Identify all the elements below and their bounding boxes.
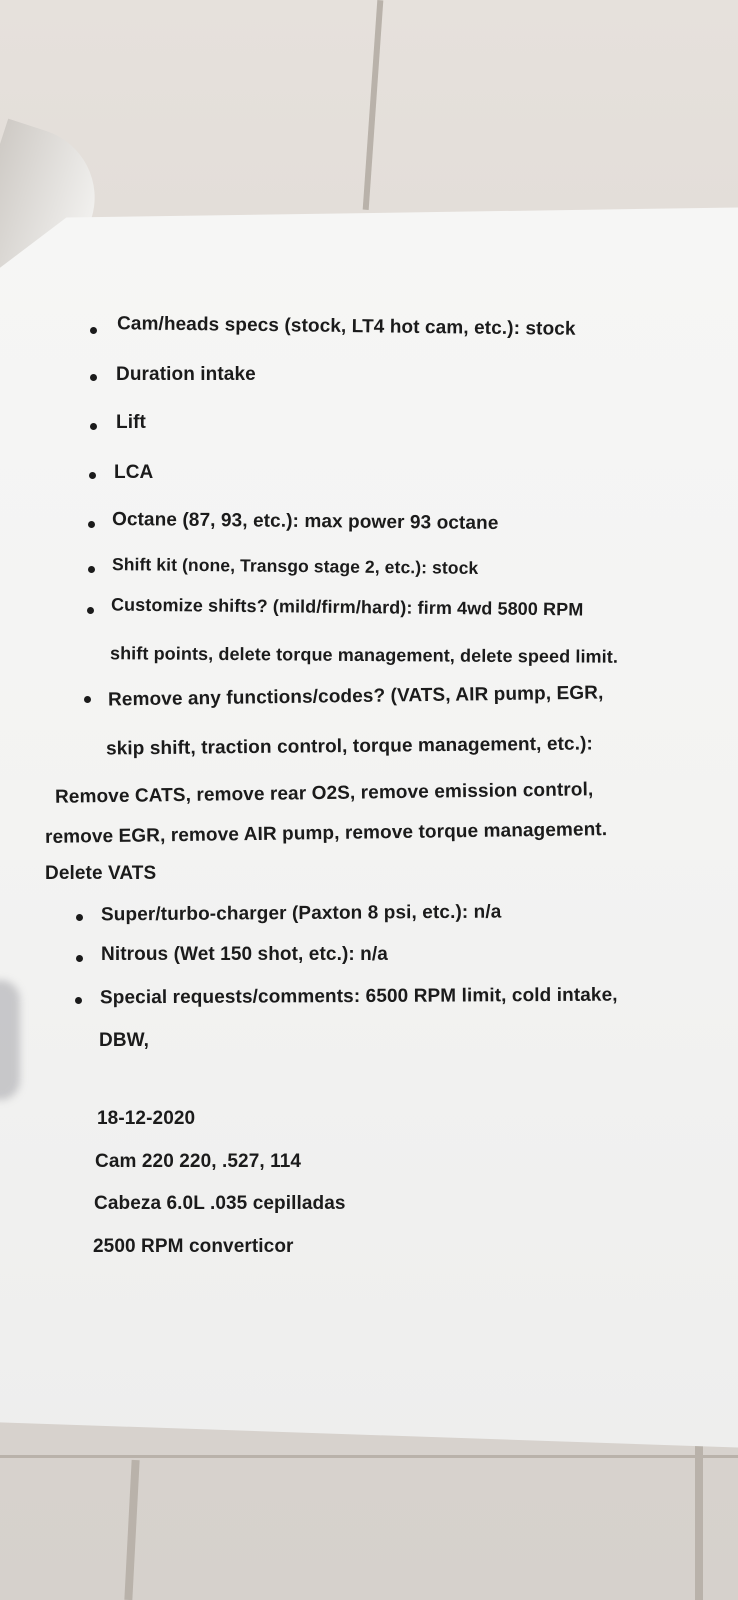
note-converter: 2500 RPM converticor	[93, 1236, 294, 1257]
bullet-supercharger: Super/turbo-charger (Paxton 8 psi, etc.): n/a	[100, 901, 502, 926]
bullet-dot	[76, 914, 83, 921]
bullet-octane: Octane (87, 93, etc.): max power 93 octane	[111, 508, 499, 535]
note-date: 18-12-2020	[97, 1108, 196, 1129]
bullet-duration-intake: Duration intake	[116, 364, 256, 385]
bullet-dot	[76, 955, 83, 962]
bullet-dot	[87, 607, 94, 614]
bullet-customize-shifts: Customize shifts? (mild/firm/hard): firm 4wd 5800 RPM	[110, 594, 584, 620]
bullet-dot	[84, 696, 91, 703]
bullet-shift-kit: Shift kit (none, Transgo stage 2, etc.): stock	[111, 554, 479, 578]
continuation-functions: skip shift, traction control, torque management, etc.):	[105, 733, 593, 760]
bullet-dot	[90, 327, 97, 334]
remove-paragraph-line-2: remove EGR, remove AIR pump, remove torque management.	[44, 819, 608, 848]
bullet-dot	[75, 997, 82, 1004]
bullet-dot	[90, 423, 97, 430]
continuation-shifts: shift points, delete torque management, delete speed limit.	[109, 643, 619, 667]
continuation-requests: DBW,	[99, 1030, 150, 1051]
bullet-nitrous: Nitrous (Wet 150 shot, etc.): n/a	[101, 944, 388, 965]
bullet-dot	[89, 472, 96, 479]
bullet-dot	[90, 374, 97, 381]
remove-paragraph-line-3: Delete VATS	[45, 863, 157, 884]
bullet-dot	[88, 521, 95, 528]
note-cabeza: Cabeza 6.0L .035 cepilladas	[94, 1193, 346, 1214]
note-cam: Cam 220 220, .527, 114	[95, 1151, 302, 1172]
bullet-special-requests: Special requests/comments: 6500 RPM limit, cold intake,	[99, 984, 618, 1009]
bullet-dot	[88, 566, 95, 573]
remove-paragraph-line-1: Remove CATS, remove rear O2S, remove emission control,	[54, 779, 594, 808]
bullet-lift: Lift	[116, 412, 146, 433]
bullet-remove-functions: Remove any functions/codes? (VATS, AIR pump, EGR,	[107, 682, 604, 711]
bullet-cam-heads: Cam/heads specs (stock, LT4 hot cam, etc.): stock	[116, 313, 576, 340]
bullet-lca: LCA	[114, 462, 154, 483]
